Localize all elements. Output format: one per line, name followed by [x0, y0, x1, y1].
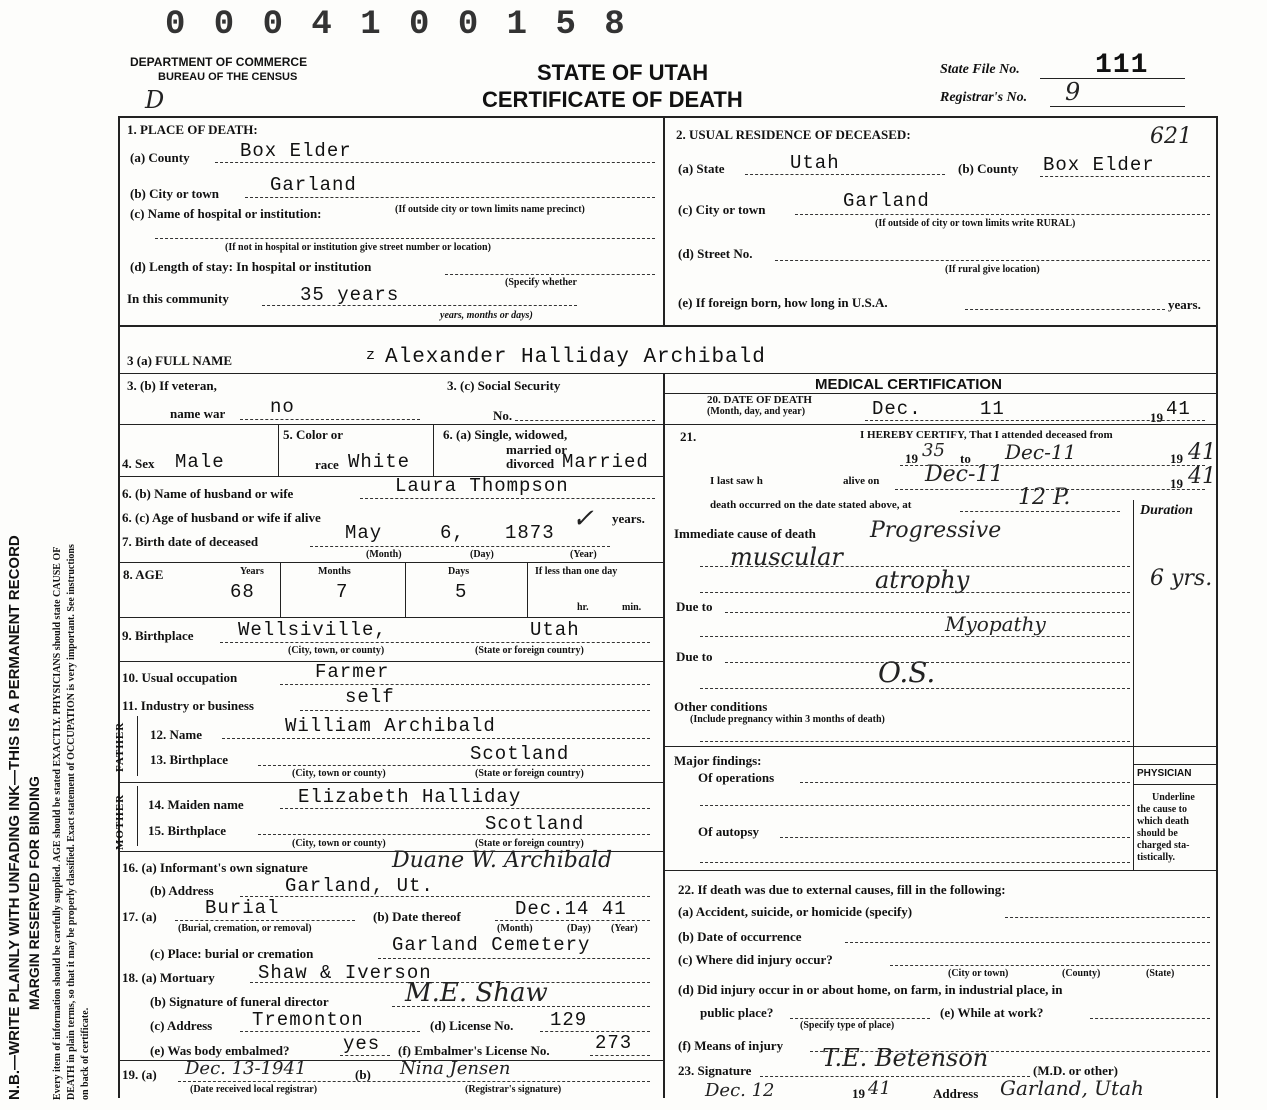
- to-label: to: [960, 451, 971, 466]
- underline-note-4: should be: [1137, 828, 1178, 839]
- burial-year-note: (Year): [611, 923, 638, 934]
- lastsaw-label: I last saw h: [710, 475, 763, 487]
- ss-no-label: No.: [493, 408, 513, 423]
- underline-note-1: Underline: [1152, 792, 1195, 803]
- cause-line-2: muscular: [730, 543, 843, 571]
- age-lessday-label: If less than one day: [535, 566, 618, 577]
- spouse-label: 6. (b) Name of husband or wife: [122, 486, 294, 501]
- birthplace-state: Utah: [530, 619, 580, 641]
- registrar-number-label: Registrar's No.: [940, 90, 1028, 105]
- director-signature: M.E. Shaw: [405, 978, 548, 1008]
- checkmark-icon: ✓: [572, 504, 594, 534]
- birthplace-city: Wellsiville,: [238, 619, 387, 641]
- age-years-label: Years: [240, 566, 264, 577]
- dod-note: (Month, day, and year): [707, 406, 806, 417]
- burial-type: Burial: [205, 897, 280, 919]
- other-conditions-label: Other conditions: [674, 699, 768, 714]
- underline-note-3: which death: [1137, 816, 1189, 827]
- frame-right: [1216, 116, 1218, 1098]
- birth-month: May: [345, 522, 383, 544]
- major-findings-label: Major findings:: [674, 753, 762, 768]
- mortuary-label: 18. (a) Mortuary: [122, 970, 215, 985]
- occurrence-label: (b) Date of occurrence: [678, 929, 802, 944]
- where-city-note: (City or town): [948, 968, 1009, 979]
- physician-address-label: Address: [933, 1086, 979, 1101]
- lastsaw-prefix: 19: [1170, 476, 1183, 491]
- age-hr: hr.: [577, 602, 589, 613]
- embalmed-label: (e) Was body embalmed?: [150, 1043, 290, 1058]
- from-year: 35: [922, 440, 945, 461]
- lower-divider: [663, 373, 665, 1098]
- registrar-number-value: 9: [1065, 78, 1081, 106]
- specify-note: (Specify whether: [505, 277, 577, 288]
- marital-label-b: married or: [506, 442, 568, 457]
- father-birthplace-label: 13. Birthplace: [150, 752, 228, 767]
- dept-commerce: DEPARTMENT OF COMMERCE: [130, 55, 308, 69]
- community-length: 35 years: [300, 284, 400, 306]
- top-divider: [663, 116, 665, 326]
- medical-heading: MEDICAL CERTIFICATION: [815, 376, 1002, 393]
- community-label: In this community: [127, 291, 229, 306]
- received-date: Dec. 13-1941: [185, 1058, 307, 1079]
- res-city-note: (If outside of city or town limits write RURAL): [875, 218, 1076, 229]
- birth-year-note: (Year): [570, 549, 597, 560]
- birth-day-note: (Day): [470, 549, 494, 560]
- place-heading: 1. PLACE OF DEATH:: [127, 122, 258, 137]
- race-label: race: [315, 457, 339, 472]
- to-date: Dec-11: [1005, 440, 1077, 464]
- res-county-label: (b) County: [958, 161, 1019, 176]
- industry-label: 11. Industry or business: [122, 698, 254, 713]
- cause-line-3: atrophy: [875, 566, 970, 594]
- lastsaw-date: Dec-11: [925, 462, 1004, 487]
- embalmed-value: yes: [343, 1033, 381, 1055]
- immediate-cause-label: Immediate cause of death: [674, 526, 816, 541]
- burial-day-note: (Day): [567, 923, 591, 934]
- certificate-title: CERTIFICATE OF DEATH: [482, 87, 743, 112]
- state-file-value: 111: [1095, 50, 1149, 81]
- dod-day: 11: [980, 398, 1005, 420]
- mother-birthplace-label: 15. Birthplace: [148, 823, 226, 838]
- underline-note-5: charged sta-: [1137, 840, 1190, 851]
- age-years: 68: [230, 581, 255, 603]
- residence-code: 621: [1150, 124, 1192, 149]
- industry-value: self: [345, 686, 395, 708]
- burial-date: Dec.14 41: [515, 898, 627, 920]
- embalmer-value: 273: [595, 1032, 633, 1054]
- res-street-label: (d) Street No.: [678, 246, 753, 261]
- street-note: (If not in hospital or institution give street number or location): [225, 242, 491, 253]
- due-to-2-value: O.S.: [878, 656, 936, 689]
- res-state-label: (a) State: [678, 161, 725, 176]
- mother-state-note: (State or foreign country): [475, 838, 584, 849]
- full-name-mark: z: [366, 347, 377, 364]
- res-rural-note: (If rural give location): [945, 264, 1040, 275]
- spouse-age-unit: years.: [612, 511, 645, 526]
- received-note: (Date received local registrar): [190, 1084, 318, 1095]
- d-mark: D: [145, 86, 165, 114]
- embalmer-label: (f) Embalmer's License No.: [398, 1043, 550, 1058]
- work-label: (e) While at work?: [940, 1005, 1044, 1020]
- duration-column-divider: [1133, 500, 1134, 870]
- mother-city-note: (City, town or county): [292, 838, 386, 849]
- res-city-label: (c) City or town: [678, 202, 766, 217]
- marital-value: Married: [562, 451, 649, 473]
- father-side-label: FATHER: [114, 721, 126, 772]
- lastsaw-year: 41: [1188, 464, 1216, 489]
- age-days-label: Days: [448, 566, 470, 577]
- means-label: (f) Means of injury: [678, 1038, 784, 1053]
- to-prefix: 19: [1170, 451, 1183, 466]
- father-birthplace: Scotland: [470, 743, 570, 765]
- res-city: Garland: [843, 190, 930, 212]
- burial-place-label: (c) Place: burial or cremation: [150, 946, 314, 961]
- age-months: 7: [336, 581, 349, 603]
- father-state-note: (State or foreign country): [475, 768, 584, 779]
- father-name-label: 12. Name: [150, 727, 202, 742]
- death-occurred-label: death occurred on the date stated above, at: [710, 499, 912, 511]
- signature-label: 23. Signature: [678, 1063, 752, 1078]
- burial-type-note: (Burial, cremation, or removal): [178, 923, 312, 934]
- license-value: 129: [550, 1009, 588, 1031]
- external-heading: 22. If death was due to external causes, fill in the following:: [678, 882, 1006, 897]
- res-years-label: years.: [1168, 297, 1201, 312]
- age-months-label: Months: [318, 566, 351, 577]
- from-prefix: 19: [905, 451, 918, 466]
- margin-instructions-1: Every item of information should be carefully supplied. AGE should be stated EXACTLY. PHYSICIANS should state CAUSE OF: [52, 546, 63, 1100]
- state-title: STATE OF UTAH: [537, 60, 709, 85]
- hospital-note: (If outside city or town limits name precinct): [395, 204, 585, 215]
- occupation-label: 10. Usual occupation: [122, 670, 238, 685]
- mother-name: Elizabeth Halliday: [298, 786, 522, 808]
- father-name: William Archibald: [285, 715, 496, 737]
- license-label: (d) License No.: [430, 1018, 514, 1033]
- burial-date-label: (b) Date thereof: [373, 909, 461, 924]
- cause-line-1: Progressive: [870, 518, 1002, 543]
- received-label: 19. (a): [122, 1067, 157, 1082]
- other-conditions-note: (Include pregnancy within 3 months of death): [690, 714, 885, 725]
- birthplace-city-note: (City, town, or county): [288, 645, 385, 656]
- underline-note-6: tistically.: [1137, 852, 1176, 863]
- due-to-1-label: Due to: [676, 599, 713, 614]
- director-address-label: (c) Address: [150, 1018, 213, 1033]
- accident-label: (a) Accident, suicide, or homicide (specify): [678, 904, 913, 919]
- race-value: White: [348, 451, 411, 473]
- duration-label: Duration: [1140, 503, 1193, 518]
- informant-sig-label: 16. (a) Informant's own signature: [122, 860, 308, 875]
- physician-signature: T.E. Betenson: [822, 1044, 989, 1072]
- cause-duration: 6 yrs.: [1150, 566, 1213, 591]
- frame-top: [118, 116, 1218, 118]
- md-note: (M.D. or other): [1033, 1063, 1118, 1078]
- director-label: (b) Signature of funeral director: [150, 994, 329, 1009]
- director-address: Tremonton: [252, 1009, 364, 1031]
- due-to-1-value: Myopathy: [945, 612, 1046, 636]
- underline-note-2: the cause to: [1137, 804, 1187, 815]
- mother-side-label: MOTHER: [114, 793, 126, 850]
- war-label: name war: [170, 406, 226, 421]
- age-min: min.: [622, 602, 642, 613]
- war-value: no: [270, 396, 295, 418]
- sex-label: 4. Sex: [122, 456, 155, 471]
- burial-place: Garland Cemetery: [392, 934, 591, 956]
- sign-year: 41: [868, 1078, 891, 1099]
- dod-year-prefix: 19: [1150, 410, 1163, 425]
- informant-address-label: (b) Address: [150, 883, 214, 898]
- where-label: (c) Where did injury occur?: [678, 952, 833, 967]
- registrar-b-label: (b): [355, 1067, 371, 1082]
- where-state-note: (State): [1146, 968, 1175, 979]
- to-year: 41: [1188, 440, 1216, 465]
- registrar-signature: Nina Jensen: [400, 1058, 511, 1079]
- dod-month: Dec.: [872, 398, 922, 420]
- alive-on-label: alive on: [843, 475, 880, 487]
- public-label: public place?: [700, 1005, 774, 1020]
- informant-signature: Duane W. Archibald: [392, 848, 613, 873]
- full-name-label: 3 (a) FULL NAME: [127, 353, 233, 368]
- margin-permanent-record: N.B.—WRITE PLAINLY WITH UNFADING INK—THIS IS A PERMANENT RECORD: [6, 535, 23, 1100]
- operations-label: Of operations: [698, 770, 775, 785]
- mortuary-value: Shaw & Iverson: [258, 962, 432, 984]
- frame-left: [118, 116, 120, 1098]
- res-state: Utah: [790, 152, 840, 174]
- color-label: 5. Color or: [283, 427, 344, 442]
- where-county-note: (County): [1062, 968, 1101, 979]
- serial-number: 0 0 0 4 1 0 0 1 5 8: [165, 6, 629, 44]
- specify-place-note: (Specify type of place): [800, 1020, 895, 1031]
- age-label: 8. AGE: [123, 567, 164, 582]
- bureau-census: BUREAU OF THE CENSUS: [158, 71, 298, 83]
- years-note: years, months or days): [440, 310, 533, 321]
- place-city: Garland: [270, 174, 357, 196]
- birth-label: 7. Birth date of deceased: [122, 534, 259, 549]
- death-time: 12 P.: [1018, 485, 1071, 510]
- burial-label: 17. (a): [122, 909, 157, 924]
- occupation-value: Farmer: [315, 661, 390, 683]
- res-county: Box Elder: [1043, 154, 1155, 176]
- margin-instructions-2: DEATH in plain terms, so that it may be properly classified. Exact statement of OCCUPATION is very important. See instructions: [66, 544, 77, 1100]
- birthplace-state-note: (State or foreign country): [475, 645, 584, 656]
- spouse-age-label: 6. (c) Age of husband or wife if alive: [122, 510, 321, 525]
- veteran-label: 3. (b) If veteran,: [127, 378, 217, 393]
- birth-day: 6,: [440, 522, 465, 544]
- sign-year-prefix: 19: [852, 1086, 865, 1101]
- age-days: 5: [455, 581, 468, 603]
- physician-sign-date: Dec. 12: [705, 1080, 775, 1101]
- res-foreign-label: (e) If foreign born, how long in U.S.A.: [678, 295, 888, 310]
- hospital-label: (c) Name of hospital or institution:: [130, 206, 322, 221]
- mother-birthplace: Scotland: [485, 813, 585, 835]
- burial-month-note: (Month): [497, 923, 533, 934]
- sex-value: Male: [175, 451, 225, 473]
- ss-label: 3. (c) Social Security: [447, 378, 561, 393]
- birth-month-note: (Month): [366, 549, 402, 560]
- due-to-2-label: Due to: [676, 649, 713, 664]
- margin-instructions-3: on back of certificate.: [80, 1007, 91, 1100]
- state-file-label: State File No.: [940, 62, 1020, 77]
- place-city-label: (b) City or town: [130, 186, 219, 201]
- item-21: 21.: [680, 429, 697, 444]
- residence-heading: 2. USUAL RESIDENCE OF DECEASED:: [676, 127, 911, 142]
- place-county-label: (a) County: [130, 150, 190, 165]
- physician-address: Garland, Utah: [1000, 1076, 1144, 1100]
- physician-side-label: PHYSICIAN: [1137, 768, 1192, 779]
- birth-year: 1873: [505, 522, 555, 544]
- mother-name-label: 14. Maiden name: [148, 797, 244, 812]
- autopsy-label: Of autopsy: [698, 824, 760, 839]
- marital-label-c: divorced: [506, 456, 555, 471]
- margin-binding: MARGIN RESERVED FOR BINDING: [26, 776, 42, 1010]
- birthplace-label: 9. Birthplace: [122, 628, 194, 643]
- home-label: (d) Did injury occur in or about home, on farm, in industrial place, in: [678, 982, 1063, 997]
- stay-label: (d) Length of stay: In hospital or institution: [130, 259, 372, 274]
- dod-year: 41: [1166, 398, 1191, 420]
- dod-label: 20. DATE OF DEATH: [707, 394, 812, 406]
- place-county: Box Elder: [240, 140, 352, 162]
- registrar-note: (Registrar's signature): [465, 1084, 562, 1095]
- informant-address: Garland, Ut.: [285, 875, 434, 897]
- marital-label-a: 6. (a) Single, widowed,: [443, 427, 568, 442]
- spouse-name: Laura Thompson: [395, 475, 569, 497]
- full-name: Alexander Halliday Archibald: [385, 346, 766, 369]
- certify-text: I HEREBY CERTIFY, That I attended deceased from: [860, 429, 1113, 441]
- father-city-note: (City, town or county): [292, 768, 386, 779]
